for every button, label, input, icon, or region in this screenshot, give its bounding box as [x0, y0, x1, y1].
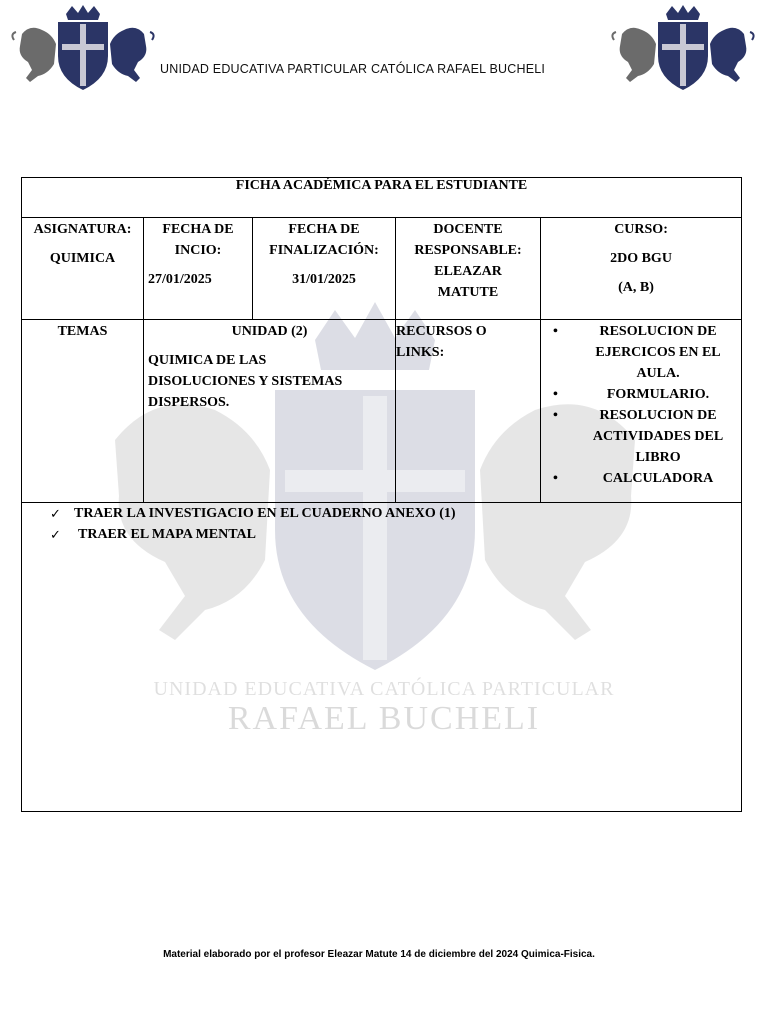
form-title-cell: [22, 178, 742, 218]
crest-lion-left: [20, 28, 56, 82]
task-item: ✓ TRAER LA INVESTIGACIO EN EL CUADERNO ANEXO (1): [50, 503, 741, 524]
end-date-cell: [253, 218, 396, 320]
resources-label-line2: LINKS:: [396, 345, 445, 360]
tasks-list: [22, 503, 741, 545]
teacher-label-line2: RESPONSABLE:: [414, 243, 522, 258]
teacher-name-line1: ELEAZAR: [434, 264, 502, 279]
resources-list-cell: [541, 320, 742, 503]
topics-label: TEMAS: [57, 324, 108, 339]
resources-list: [541, 321, 741, 489]
tasks-cell: [22, 503, 742, 812]
unit-cell: [144, 320, 396, 503]
teacher-cell: [396, 218, 541, 320]
unit-label: UNIDAD (2): [231, 324, 308, 339]
resources-label-line1: RECURSOS O: [396, 324, 487, 339]
unit-topic-line1: QUIMICA DE LAS: [148, 353, 267, 368]
watermark-text-line2: RAFAEL BUCHELI: [227, 700, 541, 737]
resource-item: • RESOLUCION DE ACTIVIDADES DEL LIBRO: [575, 405, 741, 468]
topics-label-cell: [22, 320, 144, 503]
watermark-text-line1: UNIDAD EDUCATIVA CATÓLICA PARTICULAR: [153, 678, 615, 700]
end-date-label-line2: FINALIZACIÓN:: [269, 243, 379, 258]
course-value: 2DO BGU: [610, 251, 672, 266]
end-date-label-line1: FECHA DE: [288, 222, 360, 237]
school-crest-logo-right: [608, 4, 758, 94]
course-sections: (A, B): [618, 280, 654, 295]
start-date-label-line2: INCIO:: [174, 243, 222, 258]
subject-cell: [22, 218, 144, 320]
resource-item: • CALCULADORA: [575, 468, 741, 489]
crest-lion-right: [110, 28, 146, 82]
start-date-value: 27/01/2025: [148, 272, 212, 287]
form-title: FICHA ACADÉMICA PARA EL ESTUDIANTE: [235, 178, 528, 193]
teacher-name-line2: MATUTE: [437, 285, 499, 300]
task-item: ✓ TRAER EL MAPA MENTAL: [50, 524, 741, 545]
footer-note: Material elaborado por el profesor Eleazar Matute 14 de diciembre del 2024 Quimica-Fisica.: [163, 949, 595, 960]
subject-value: QUIMICA: [49, 251, 116, 266]
crest-crown: [66, 5, 100, 20]
unit-topic-line3: DISPERSOS.: [148, 395, 230, 410]
unit-topic-line2: DISOLUCIONES Y SISTEMAS: [148, 374, 343, 389]
end-date-value: 31/01/2025: [292, 272, 356, 287]
resources-label-cell: [396, 320, 541, 503]
academic-form-table: [21, 177, 742, 812]
start-date-cell: [144, 218, 253, 320]
school-crest-logo: [8, 4, 158, 94]
subject-label: ASIGNATURA:: [33, 222, 132, 237]
start-date-label-line1: FECHA DE: [162, 222, 234, 237]
teacher-label-line1: DOCENTE: [433, 222, 503, 237]
resource-item: • FORMULARIO.: [575, 384, 741, 405]
course-cell: [541, 218, 742, 320]
school-name-header: UNIDAD EDUCATIVA PARTICULAR CATÓLICA RAFAEL BUCHELI: [160, 62, 546, 76]
course-label: CURSO:: [614, 222, 668, 237]
resource-item: • RESOLUCION DE EJERCICOS EN EL AULA.: [575, 321, 741, 384]
